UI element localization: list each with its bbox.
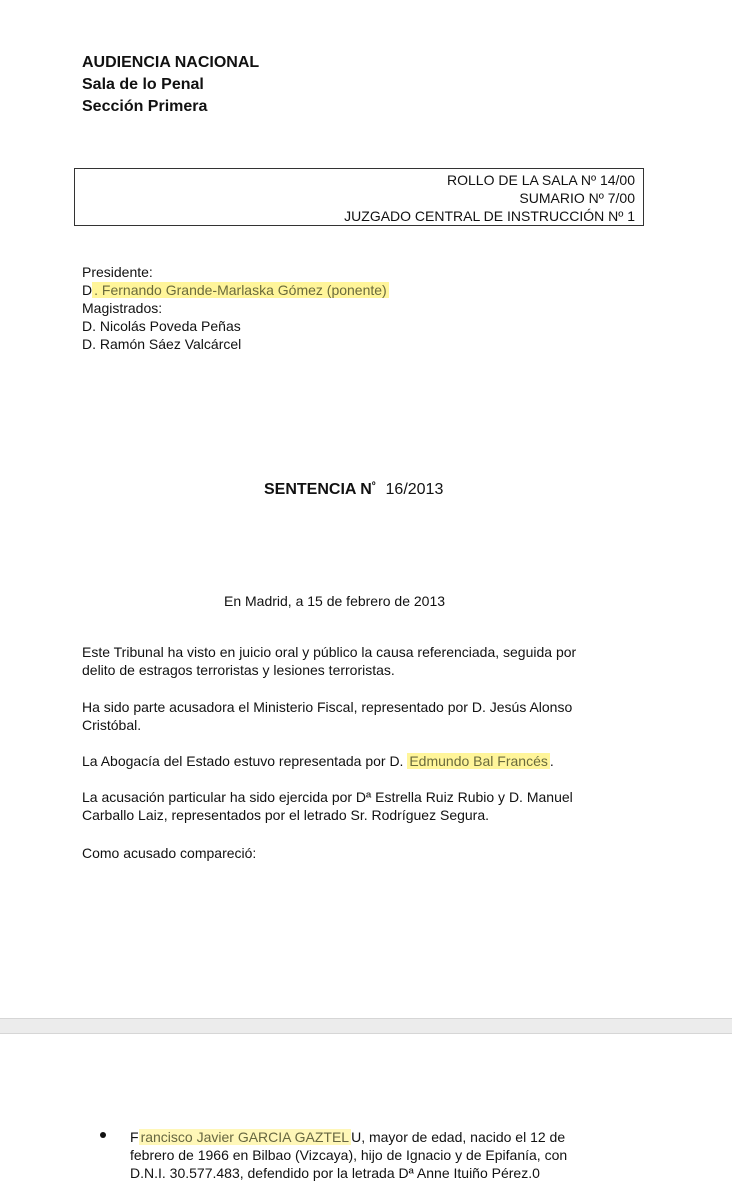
magistrados-label: Magistrados: <box>82 300 163 316</box>
accused-line-3: D.N.I. 30.577.483, defendido por la letrada Dª Anne Ituiño Pérez.0 <box>130 1165 540 1181</box>
paragraph-acusado-intro <box>82 844 642 862</box>
paragraph-abogacia <box>82 752 642 770</box>
paragraph-line: delito de estragos terroristas y lesiones terroristas. <box>82 662 395 678</box>
abogacia-text: La Abogacía del Estado estuvo representada por D. <box>82 753 408 769</box>
accused-line-2: febrero de 1966 en Bilbao (Vizcaya), hijo de Ignacio y de Epifanía, con <box>130 1147 568 1163</box>
paragraph-line: La acusación particular ha sido ejercida por Dª Estrella Ruiz Rubio y D. Manuel <box>82 789 573 805</box>
sentencia-label: SENTENCIA N <box>264 481 372 498</box>
sentencia-title <box>264 481 443 499</box>
court-name: AUDIENCIA NACIONAL <box>82 54 260 71</box>
accused-line-1 <box>130 1128 638 1146</box>
abogado-name-highlighted: Edmundo Bal Francés <box>409 753 548 769</box>
accused-name-end: U <box>351 1129 362 1145</box>
presidente-prefix: D <box>82 282 93 298</box>
paragraph-fiscal <box>82 698 642 734</box>
presidente-line <box>82 281 389 299</box>
sentencia-ordinal: º <box>371 481 376 492</box>
rollo-reference: ROLLO DE LA SALA Nº 14/00 <box>447 172 635 188</box>
presidente-name-highlighted: . Fernando Grande-Marlaska Gómez (ponente) <box>94 282 387 298</box>
sentencia-number: 16/2013 <box>385 481 444 498</box>
bullet-icon <box>100 1132 106 1138</box>
tribunal-composition <box>82 263 389 353</box>
paragraph-line: Este Tribunal ha visto en juicio oral y público la causa referenciada, seguida por <box>82 644 577 660</box>
court-header <box>82 52 259 118</box>
date-line: En Madrid, a 15 de febrero de 2013 <box>224 593 446 609</box>
paragraph-line <box>82 752 642 770</box>
presidente-label: Presidente: <box>82 264 153 280</box>
accused-line-1-rest: , mayor de edad, nacido el 12 de <box>361 1129 566 1145</box>
magistrado-1: D. Nicolás Poveda Peñas <box>82 318 241 334</box>
paragraph-line: Ha sido parte acusadora el Ministerio Fiscal, representado por D. Jesús Alonso <box>82 699 573 715</box>
document-page-2 <box>0 1034 732 1200</box>
page-break-separator <box>0 1018 732 1034</box>
paragraph-acusacion <box>82 788 642 824</box>
court-chamber: Sala de lo Penal <box>82 76 204 93</box>
paragraph-tribunal <box>82 643 642 679</box>
paragraph-line: Carballo Laiz, representados por el letrado Sr. Rodríguez Segura. <box>82 807 490 823</box>
juzgado-reference: JUZGADO CENTRAL DE INSTRUCCIÓN Nº 1 <box>344 208 635 224</box>
court-section: Sección Primera <box>82 98 208 115</box>
magistrado-2: D. Ramón Sáez Valcárcel <box>82 336 242 352</box>
paragraph-line: Cristóbal. <box>82 717 142 733</box>
accused-details <box>130 1128 638 1182</box>
accused-name-highlighted: rancisco Javier GARCIA GAZTEL <box>140 1129 350 1145</box>
case-reference-box <box>74 168 644 226</box>
accused-initial: F <box>130 1129 139 1145</box>
abogacia-period: . <box>549 753 554 769</box>
sumario-reference: SUMARIO Nº 7/00 <box>519 190 635 206</box>
paragraph-line: Como acusado compareció: <box>82 845 257 861</box>
